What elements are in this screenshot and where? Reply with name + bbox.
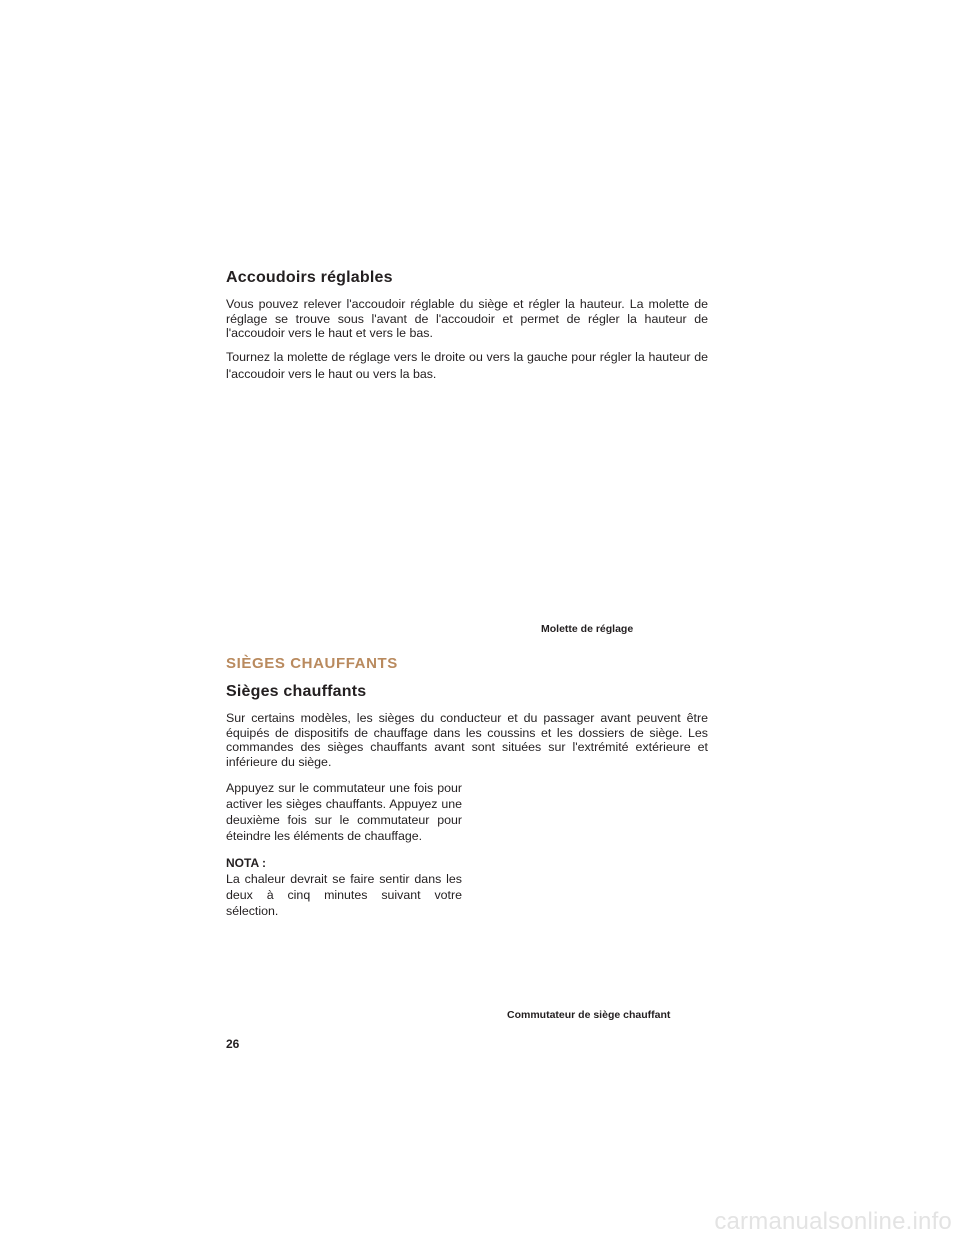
heated-seats-heading: Sièges chauffants <box>226 683 367 700</box>
armrest-paragraph-2: Tournez la molette de réglage vers le droite ou vers la gauche pour régler la hauteur de l'accoudoir vers le haut ou vers la bas. <box>226 349 708 381</box>
note-text: La chaleur devrait se faire sentir dans les deux à cinq minutes suivant votre sélection. <box>226 872 462 918</box>
armrest-figure-caption: Molette de réglage <box>541 623 634 635</box>
heated-seat-figure-caption: Commutateur de siège chauffant <box>507 1009 671 1021</box>
armrest-section <box>226 269 708 383</box>
heated-seat-switch-figure <box>480 780 710 1000</box>
note-label: NOTA : <box>226 856 266 870</box>
watermark: carmanualsonline.info <box>714 1208 952 1235</box>
heated-seats-section <box>226 683 708 769</box>
armrest-figure <box>470 400 710 615</box>
armrest-paragraph-1: Vous pouvez relever l'accoudoir réglable du siège et régler la hauteur. La molette de réglage se trouve sous l'avant de l'accoudoir et permet de régler la hauteur de l'accoudoir vers le haut et vers le bas. <box>226 297 708 341</box>
armrest-heading: Accoudoirs réglables <box>226 269 393 286</box>
page-number: 26 <box>226 1037 240 1051</box>
section-title: SIÈGES CHAUFFANTS <box>226 655 398 672</box>
heated-seats-paragraph-2: Appuyez sur le commutateur une fois pour activer les sièges chauffants. Appuyez une deuxième fois sur le commutateur pour éteindre les éléments de chauffage. <box>226 781 462 843</box>
heated-seats-left-column <box>226 780 462 919</box>
heated-seats-paragraph-1: Sur certains modèles, les sièges du conducteur et du passager avant peuvent être équipés de dispositifs de chauffage dans les coussins et les dossiers de siège. Les commandes des sièges chauffants avant sont situées sur l'extrémité extérieure et inférieure du siège. <box>226 711 708 769</box>
